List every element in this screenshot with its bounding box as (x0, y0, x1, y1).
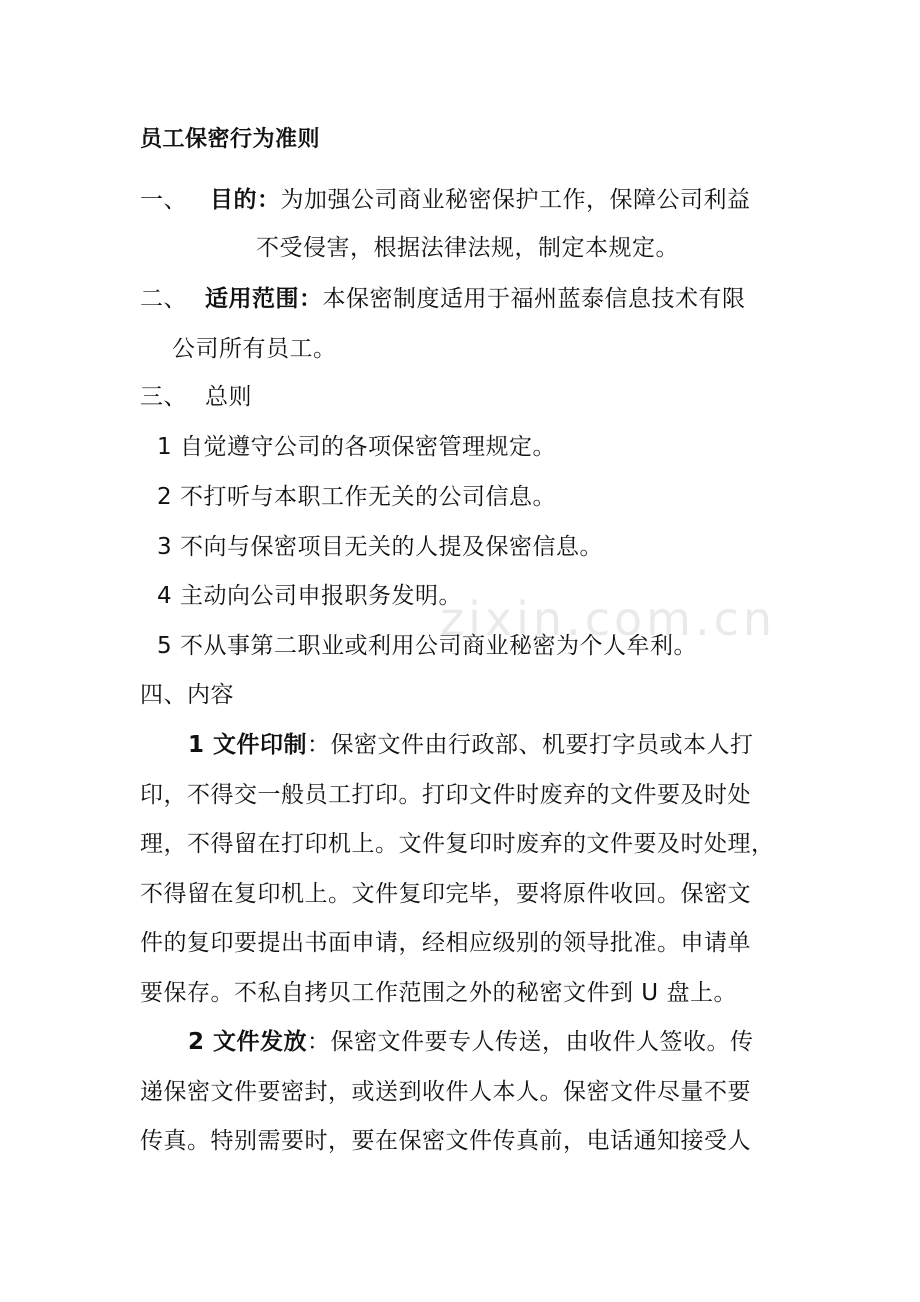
list-item: 4 主动向公司申报职务发明。 (157, 583, 462, 609)
document-title: 员工保密行为准则 (140, 127, 321, 152)
paragraph-line: 印，不得交一般员工打印。打印文件时废弃的文件要及时处 (140, 782, 751, 808)
paragraph2-label: 2 文件发放 (188, 1029, 308, 1055)
paragraph1-text: ：保密文件由行政部、机要打字员或本人打 (307, 732, 754, 758)
section2-text1: 本保密制度适用于福州蓝泰信息技术有限 (322, 286, 746, 312)
section3-label: 总则 (205, 384, 252, 410)
section1-label: 目的： (210, 187, 281, 213)
section2-label: 适用范围： (205, 286, 323, 312)
paragraph-line: 理，不得留在打印机上。文件复印时废弃的文件要及时处理， (140, 831, 775, 857)
paragraph-line: 要保存。不私自拷贝工作范围之外的秘密文件到 U 盘上。 (140, 980, 737, 1006)
section1-line1 (210, 185, 751, 215)
section1-line2: 不受侵害，根据法律法规，制定本规定。 (256, 235, 679, 261)
section2-line2: 公司所有员工。 (172, 336, 337, 362)
paragraph-line: 传真。特别需要时，要在保密文件传真前，电话通知接受人 (140, 1128, 751, 1154)
list-item: 5 不从事第二职业或利用公司商业秘密为个人牟利。 (157, 633, 697, 659)
paragraph-line: 不得留在复印机上。文件复印完毕，要将原件收回。保密文 (140, 881, 751, 907)
paragraph-line: 件的复印要提出书面申请，经相应级别的领导批准。申请单 (140, 930, 751, 956)
paragraph2-line1 (188, 1027, 754, 1057)
paragraph-line: 递保密文件要密封，或送到收件人本人。保密文件尽量不要 (140, 1079, 751, 1105)
section2-line1 (205, 284, 746, 314)
paragraph2-text: ：保密文件要专人传送，由收件人签收。传 (307, 1029, 754, 1055)
section2-number: 二、 (140, 286, 187, 312)
section1-number: 一、 (140, 187, 187, 213)
section4-heading: 四、内容 (140, 682, 234, 708)
list-item: 3 不向与保密项目无关的人提及保密信息。 (157, 534, 603, 560)
paragraph1-line1 (188, 730, 754, 760)
section3-number: 三、 (140, 384, 187, 410)
section1-text1: 为加强公司商业秘密保护工作，保障公司利益 (280, 187, 751, 213)
list-item: 1 自觉遵守公司的各项保密管理规定。 (157, 434, 556, 460)
list-item: 2 不打听与本职工作无关的公司信息。 (157, 484, 556, 510)
paragraph1-label: 1 文件印制 (188, 732, 308, 758)
watermark-text: zixin.com.cn (440, 592, 777, 646)
